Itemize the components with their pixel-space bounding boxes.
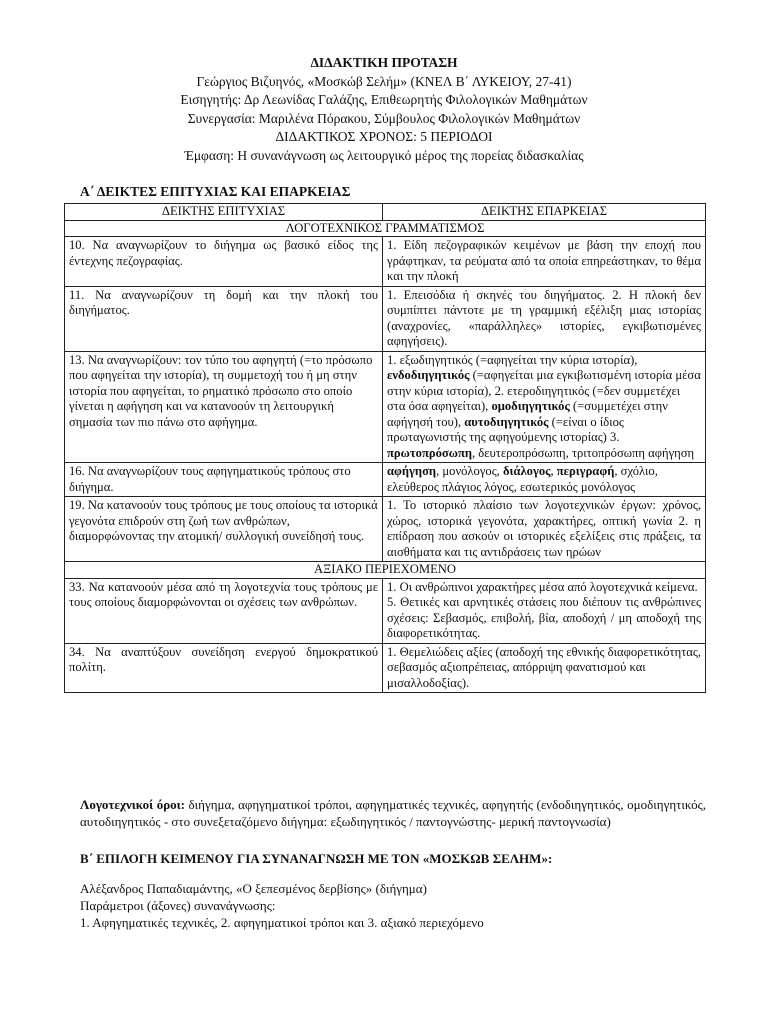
indicators-table <box>64 203 706 693</box>
row-34-adequacy: 1. Θεμελιώδεις αξίες (αποδοχή της εθνικής διαφορετικότητας, σεβασμός αξιοπρέπειας, απόρριψη φανατισμού και μισαλλοδοξίας). <box>383 643 706 693</box>
row-10-adequacy: 1. Είδη πεζογραφικών κειμένων με βάση την εποχή που γράφτηκαν, τα ρεύματα από τα οποία επηρεάστηκαν, το θέμα και την πλοκή <box>383 237 706 287</box>
row-13-adequacy <box>383 351 706 463</box>
term-bold: ενδοδιηγητικός <box>387 368 470 382</box>
term-bold: αφήγηση <box>387 464 437 478</box>
row-33-adequacy <box>383 578 706 643</box>
table-row <box>65 286 706 351</box>
header-collaboration: Συνεργασία: Μαριλένα Πόρακου, Σύμβουλος Φιλολογικών Μαθημάτων <box>187 110 581 126</box>
text-span: , μονόλογος, <box>436 464 503 478</box>
co-reading-parameters-label: Παράμετροι (άξονες) συνανάγνωσης: <box>80 898 276 913</box>
co-reading-text <box>80 880 706 931</box>
text-span: (=συμμετέχει στην αφήγησή του), <box>387 399 668 429</box>
row-11-adequacy: 1. Επεισόδια ή σκηνές του διηγήματος. 2. Η πλοκή δεν συμπίπτει πάντοτε με τη γραμμική εξέλιξη μιας ιστορίας (αναχρονίες, «παράλληλες» ιστορίες, εγκιβωτισμένες αφηγήσεις). <box>383 286 706 351</box>
header-emphasis: Έμφαση: Η συνανάγνωση ως λειτουργικό μέρος της πορείας διδασκαλίας <box>184 147 584 163</box>
term-bold: περιγραφή <box>556 464 615 478</box>
term-bold: διάλογος <box>502 464 551 478</box>
row-33-success: 33. Να κατανοούν μέσα από τη λογοτεχνία τους τρόπους με τους οποίους διαμορφώνονται οι σχέσεις των ανθρώπων. <box>65 578 383 643</box>
literary-terms <box>80 796 706 830</box>
text-span: , δευτεροπρόσωπη, τριτοπρόσωπη αφήγηση <box>472 445 695 460</box>
col-header-success: ΔΕΙΚΤΗΣ ΕΠΙΤΥΧΙΑΣ <box>65 204 383 221</box>
category-literary-literacy: ΛΟΓΟΤΕΧΝΙΚΟΣ ΓΡΑΜΜΑΤΙΣΜΟΣ <box>65 220 706 237</box>
row-34-success: 34. Να αναπτύξουν συνείδηση ενεργού δημοκρατικού πολίτη. <box>65 643 383 693</box>
row-16-success: 16. Να αναγνωρίζουν τους αφηγηματικούς τρόπους στο διήγημα. <box>65 463 383 497</box>
table-row <box>65 463 706 497</box>
co-reading-title: Αλέξανδρος Παπαδιαμάντης, «Ο ξεπεσμένος δερβίσης» (διήγημα) <box>80 881 427 896</box>
literary-terms-text: διήγημα, αφηγηματικοί τρόποι, αφηγηματικές τεχνικές, αφηγητής (ενδοδιηγητικός, ομοδιηγητικός, αυτοδιηγητικός - στο συνεξεταζόμενο διήγημα: εξωδιηγητικός / παντογνώστης- μερική παντογνωσία) <box>80 797 706 829</box>
header-teaching-time: ΔΙΔΑΚΤΙΚΟΣ ΧΡΟΝΟΣ: 5 ΠΕΡΙΟΔΟΙ <box>275 129 493 144</box>
text-span: , <box>550 464 557 478</box>
table-row <box>65 237 706 287</box>
category-row <box>65 220 706 237</box>
col-header-adequacy: ΔΕΙΚΤΗΣ ΕΠΑΡΚΕΙΑΣ <box>383 204 706 221</box>
table-header-row <box>65 204 706 221</box>
text-span: 1. εξωδιηγητικός (=αφηγείται την κύρια ιστορία), <box>387 352 638 367</box>
section-b-heading: Β΄ ΕΠΙΛΟΓΗ ΚΕΙΜΕΝΟΥ ΓΙΑ ΣΥΝΑΝΑΓΝΩΣΗ ΜΕ ΤΟΝ «ΜΟΣΚΩΒ ΣΕΛΗΜ»: <box>80 851 553 866</box>
table-row <box>65 578 706 643</box>
document-title: ΔΙΔΑΚΤΙΚΗ ΠΡΟΤΑΣΗ <box>310 55 458 70</box>
row-33-adequacy-item-1: 1. Οι ανθρώπινοι χαρακτήρες μέσα από λογοτεχνικά κείμενα. <box>387 579 698 594</box>
row-13-success: 13. Να αναγνωρίζουν: τον τύπο του αφηγητή (=το πρόσωπο που αφηγείται την ιστορία), τη συμμετοχή του ή μη στην ιστορία που αφηγείται, το ρηματικό πρόσωπο στο οποίο γίνεται η αφήγηση και να κατανοούν τη λειτουργική σημασία των πιο πάνω στο αφήγημα. <box>65 351 383 463</box>
row-16-adequacy <box>383 463 706 497</box>
document-header <box>0 54 768 165</box>
table-row <box>65 643 706 693</box>
row-11-success: 11. Να αναγνωρίζουν τη δομή και την πλοκή του διηγήματος. <box>65 286 383 351</box>
table-row <box>65 497 706 562</box>
row-10-success: 10. Να αναγνωρίζουν το διήγημα ως βασικό είδος της έντεχνης πεζογραφίας. <box>65 237 383 287</box>
literary-terms-label: Λογοτεχνικοί όροι: <box>80 797 186 812</box>
header-presenter: Εισηγητής: Δρ Λεωνίδας Γαλάζης, Επιθεωρητής Φιλολογικών Μαθημάτων <box>180 92 588 107</box>
category-row <box>65 562 706 579</box>
text-span: (=αφηγείται μια εγκιβωτισμένη ιστορία μέσα στην κύρια ιστορία), 2. ετεροδιηγητικός (=δεν συμμετέχει στα όσα αφηγείται), <box>387 368 701 413</box>
section-a-heading: Α΄ ΔΕΙΚΤΕΣ ΕΠΙΤΥΧΙΑΣ ΚΑΙ ΕΠΑΡΚΕΙΑΣ <box>80 184 351 199</box>
co-reading-parameters: 1. Αφηγηματικές τεχνικές, 2. αφηγηματικοί τρόποι και 3. αξιακό περιεχόμενο <box>80 915 484 930</box>
table-row <box>65 351 706 463</box>
header-work: Γεώργιος Βιζυηνός, «Μοσκώβ Σελήμ» (ΚΝΕΛ Β΄ ΛΥΚΕΙΟΥ, 27-41) <box>196 73 572 89</box>
text-span: , σχόλιο, ελεύθερος πλάγιος λόγος, εσωτερικός μονόλογος <box>387 464 658 494</box>
row-19-success: 19. Να κατανοούν τους τρόπους με τους οποίους τα ιστορικά γεγονότα επιδρούν στη ζωή των ανθρώπων, διαμορφώνοντας την ατομική/ συλλογική συνείδησή τους. <box>65 497 383 562</box>
row-33-adequacy-item-5: 5. Θετικές και αρνητικές στάσεις που διέπουν τις ανθρώπινες σχέσεις: Σεβασμός, επιβολή, βία, αποδοχή / μη αποδοχή της διαφορετικότητας. <box>387 595 701 640</box>
term-bold: πρωτοπρόσωπη <box>387 445 472 460</box>
category-value-content: ΑΞΙΑΚΟ ΠΕΡΙΕΧΟΜΕΝΟ <box>65 562 706 579</box>
row-19-adequacy: 1. Το ιστορικό πλαίσιο των λογοτεχνικών έργων: χρόνος, χώρος, ιστορικά γεγονότα, χαρακτήρες, οπτική γωνία 2. η επίδραση που ασκούν οι ιστορικές εξελίξεις στις πράξεις, τα αισθήματα και τις αντιδράσεις των ηρώων <box>383 497 706 562</box>
term-bold: αυτοδιηγητικός <box>464 414 549 429</box>
term-bold: ομοδιηγητικός <box>491 399 570 413</box>
text-span: (=είναι ο ίδιος πρωταγωνιστής της αφηγούμενης ιστορίας) 3. <box>387 414 624 444</box>
